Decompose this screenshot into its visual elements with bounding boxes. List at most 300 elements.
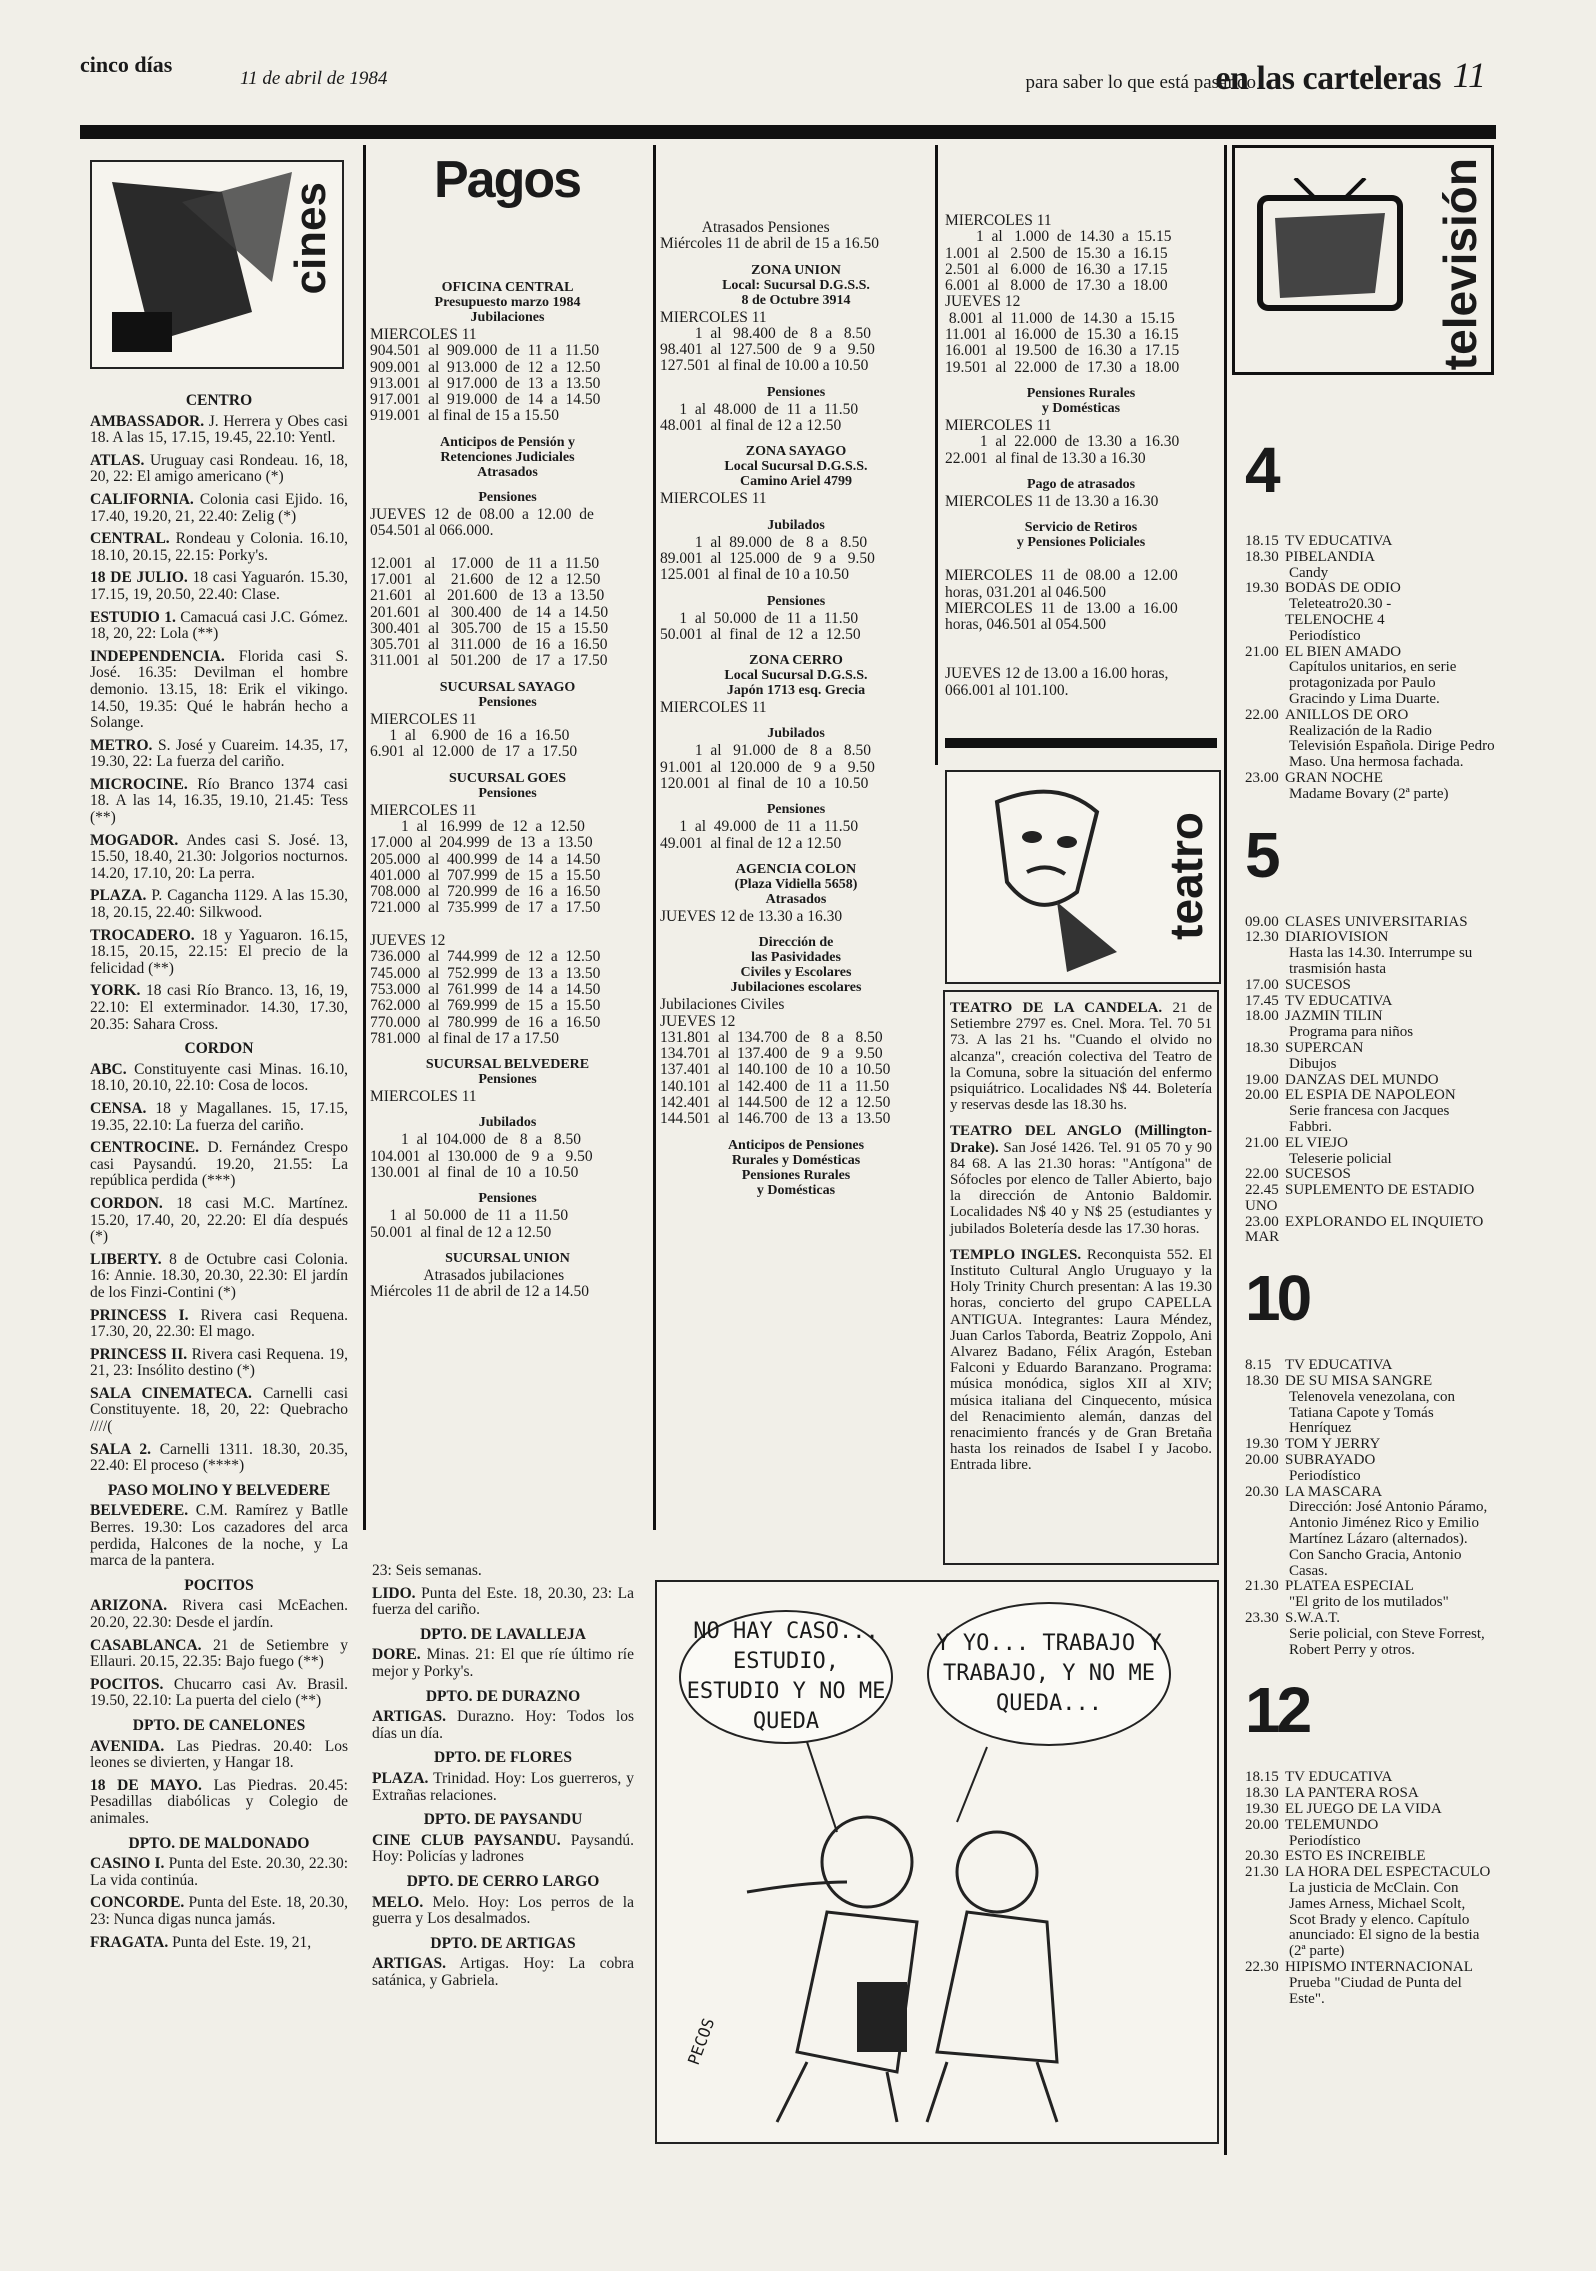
venue-name: ARIZONA.: [90, 1597, 168, 1615]
venue-details: Rondeau y Colonia. 16.10, 18.10, 20.15, 22.15: Porky's.: [90, 530, 349, 564]
payment-schedule: MIERCOLES 11 1 al 6.900 de 16 a 16.50 6.901 al 12.000 de 17 a 17.50: [370, 710, 578, 761]
tv-show: [1245, 534, 1495, 550]
tv-show: [1245, 708, 1495, 771]
tv-show: [1245, 1865, 1495, 1960]
venue-details: Las Piedras. 20.40: Los leones se divierten, y Hangar 18.: [90, 1737, 348, 1772]
tv-time: 19.30: [1245, 1436, 1279, 1453]
venue-details: Rivera casi Requena. 17.30, 20, 22.30: El mago.: [90, 1306, 348, 1341]
payment-section-heading: [945, 477, 1217, 492]
venue-details: Minas. 21: El que ríe último ríe mejor y Porky's.: [372, 1646, 634, 1680]
listing-group-title: DPTO. DE MALDONADO: [128, 1834, 310, 1852]
listing-item: [90, 1739, 348, 1772]
heading-line: Pensiones: [478, 785, 537, 801]
venue-details: Florida casi S. José. 16.35: Devilman el hombre demonio. 13.15, 18: Erik el vikingo. 14.50, 19.35: Qué le habrán hecho a Solange.: [90, 647, 348, 732]
payment-schedule: MIERCOLES 11: [370, 1088, 477, 1106]
tv-title: PIBELANDIA: [1285, 548, 1375, 565]
tv-time: 23.30: [1245, 1610, 1279, 1627]
tv-time: 20.30: [1245, 1848, 1279, 1865]
venue-name: POCITOS.: [90, 1675, 164, 1693]
venue-details: Río Branco 1374 casi 18. A las 14, 16.35, 19.10, 21.45: Tess (**): [90, 775, 348, 827]
venue-details: Chucarro casi Av. Brasil. 19.50, 22.10: La puerta del cielo (**): [90, 1675, 349, 1710]
tv-time: 22.00: [1245, 1166, 1279, 1183]
listing-item: [90, 1252, 348, 1302]
heading-line: Jubilados: [767, 726, 825, 742]
tv-show: [1245, 1167, 1495, 1183]
venue-details: 18 casi Yaguarón. 15.30, 17.15, 19, 20.50, 22.40: Clase.: [90, 569, 348, 603]
tv-time: 19.30: [1245, 1801, 1279, 1818]
tv-show: [1245, 1802, 1495, 1818]
heading-line: y Pensiones Policiales: [1016, 535, 1146, 551]
heading-line: Civiles y Escolares: [740, 965, 852, 981]
teatro-label: teatro: [1160, 812, 1212, 940]
tv-title: TV EDUCATIVA: [1285, 992, 1393, 1009]
venue-name: SALA 2.: [90, 1440, 151, 1458]
listing-item: [90, 1598, 348, 1631]
payment-schedule: Atrasados jubilaciones Miércoles 11 de abril de 12 a 14.50: [370, 1266, 589, 1301]
tv-description: Teleteatro20.30 -: [1289, 596, 1392, 613]
tv-time: 23.00: [1245, 1213, 1279, 1230]
cartoon-illustration: [655, 1580, 1219, 2144]
heading-line: Presupuesto marzo 1984: [434, 295, 581, 310]
heading-line: 8 de Octubre 3914: [741, 292, 851, 308]
heading-line: Pensiones: [766, 593, 826, 609]
tv-show: [1245, 581, 1495, 613]
venue-name: BELVEDERE.: [90, 1502, 189, 1520]
heading-line: ZONA CERRO: [749, 653, 843, 669]
tv-time: 18.00: [1245, 1008, 1279, 1025]
tv-show-line: [1245, 1802, 1495, 1818]
venue-name: MOGADOR.: [90, 831, 179, 849]
venue-name: ESTUDIO 1.: [90, 608, 176, 626]
theatre-mask-icon: [947, 772, 1147, 977]
tv-title: CLASES UNIVERSITARIAS: [1285, 913, 1468, 930]
venue-name: CALIFORNIA.: [90, 490, 194, 508]
listing-item: [90, 928, 348, 978]
tv-show: [1245, 1818, 1495, 1850]
listing-item: [90, 1442, 348, 1475]
tv-title: TV EDUCATIVA: [1285, 533, 1393, 549]
venue-name: ARTIGAS.: [372, 1955, 446, 1973]
payment-section-heading: [370, 490, 645, 505]
tv-time: 21.00: [1245, 643, 1279, 660]
tv-show: [1245, 771, 1495, 803]
venue-details: Punta del Este. 18, 20.30, 23: Nunca digas nunca jamás.: [90, 1894, 348, 1928]
venue-details: Paysandú. Hoy: Policías y ladrones: [372, 1831, 634, 1866]
venue-name: CASINO I.: [90, 1855, 165, 1873]
tv-show: [1245, 930, 1495, 977]
payment-schedule: JUEVES 12 de 13.30 a 16.30: [660, 907, 843, 925]
tv-show-line: [1245, 1167, 1495, 1183]
payment-schedule: 1 al 49.000 de 11 a 11.50 49.001 al final de 12 a 12.50: [660, 818, 859, 852]
theatre-name: TEATRO DE LA CANDELA.: [950, 1000, 1163, 1016]
tv-title: SUCESOS: [1285, 976, 1351, 993]
heading-line: Pensiones: [478, 1072, 537, 1088]
heading-line: Pensiones: [478, 489, 537, 505]
tv-show: [1245, 1088, 1495, 1135]
tv-time: 21.30: [1245, 1578, 1279, 1595]
venue-name: MELO.: [372, 1893, 424, 1911]
heading-line: Anticipos de Pensión y: [440, 434, 575, 450]
listing-item: [90, 1308, 348, 1341]
theatre-details: San José 1426. Tel. 91 05 70 y 90 84 68. A las 21.30 horas: "Antígona" de Sófocles por elenco de Taller Abierto, bajo la dirección de Antonio Baldomir. Localidades N$ 40 y N$ 25 (estudiantes y jubilados Boletería desde las 17.30 horas.: [950, 1139, 1212, 1237]
tv-show-line: [1245, 1611, 1495, 1627]
payment-section-heading: [660, 518, 932, 533]
venue-name: AMBASSADOR.: [90, 412, 205, 430]
venue-name: CENSA.: [90, 1099, 147, 1117]
tv-description: Periodístico: [1289, 627, 1361, 644]
tv-time: 21.30: [1245, 1864, 1279, 1881]
venue-name: FRAGATA.: [90, 1933, 169, 1951]
listing-item: [372, 1895, 634, 1928]
heading-line: Atrasados: [477, 464, 538, 480]
heading-line: (Plaza Vidiella 5658): [734, 876, 858, 892]
tv-title: DIARIOVISION: [1285, 929, 1389, 946]
listing-group-title: CENTRO: [185, 392, 253, 409]
television-icon: [1255, 178, 1415, 348]
cines-label: cines: [286, 182, 335, 295]
payment-section-heading: [660, 862, 932, 907]
payment-schedule: MIERCOLES 11 de 13.30 a 16.30: [945, 492, 1159, 510]
venue-name: CENTROCINE.: [90, 1139, 199, 1157]
payment-section-heading: [660, 444, 932, 489]
tv-time: 23.00: [1245, 769, 1279, 786]
tv-header-box: [1232, 145, 1494, 375]
tv-show: [1245, 1374, 1495, 1437]
tv-description: Periodístico: [1289, 1832, 1361, 1849]
tv-time: 8.15: [1245, 1357, 1272, 1374]
tv-description: Dibujos: [1289, 1055, 1337, 1072]
tv-time: 17.45: [1245, 992, 1279, 1009]
heading-line: Local Sucursal D.G.S.S.: [724, 668, 868, 684]
tv-show-line: [1245, 1453, 1495, 1469]
tv-show: [1245, 978, 1495, 994]
cines-illustration: [90, 160, 344, 369]
heading-line: OFICINA CENTRAL: [441, 280, 574, 295]
venue-details: Constituyente casi Minas. 16.10, 18.10, 20.10, 22.10: Cosa de locos.: [90, 1060, 348, 1095]
venue-name: ABC.: [90, 1060, 127, 1078]
tv-time: 19.30: [1245, 580, 1279, 597]
tv-show-line: [1245, 1009, 1495, 1025]
tv-show-line: [1245, 645, 1495, 661]
listing-item: [372, 1956, 634, 1989]
tv-time: 18.30: [1245, 1785, 1279, 1802]
column-divider: [1224, 145, 1227, 2155]
listing-item: [90, 1778, 348, 1828]
payment-section-heading: [370, 771, 645, 801]
heading-line: SUCURSAL GOES: [448, 770, 567, 786]
channel-number: 12: [1245, 1674, 1309, 1747]
teatro-box: [943, 990, 1219, 1565]
venue-details: Artigas. Hoy: La cobra satánica, y Gabriela.: [372, 1955, 634, 1989]
tv-show: [1245, 645, 1495, 708]
tv-time: 22.30: [1245, 1958, 1279, 1975]
venue-details: 18 casi Río Branco. 13, 16, 19, 22.10: El exterminador. 14.30, 17.30, 20.35: Sahara Cross.: [90, 982, 348, 1033]
listing-item: [90, 1503, 348, 1569]
heading-line: Japón 1713 esq. Grecia: [726, 683, 866, 699]
payment-schedule: MIERCOLES 11: [660, 699, 767, 717]
tv-show-line: [1245, 1215, 1495, 1247]
venue-name: 18 DE MAYO.: [90, 1776, 202, 1794]
tv-show: [1245, 994, 1495, 1010]
tv-show: [1245, 1453, 1495, 1485]
listing-group-title: PASO MOLINO Y BELVEDERE: [107, 1481, 331, 1499]
venue-name: PLAZA.: [372, 1769, 429, 1787]
payment-section-heading: [660, 802, 932, 817]
tv-title: TELEMUNDO: [1285, 1816, 1379, 1833]
tv-description: Madame Bovary (2ª parte): [1289, 785, 1449, 802]
payment-schedule: 1 al 50.000 de 11 a 11.50 50.001 al final de 12 a 12.50: [370, 1207, 569, 1241]
payment-section-heading: [370, 435, 645, 480]
tv-show-line: [1245, 534, 1495, 550]
tv-show: [1245, 1849, 1495, 1865]
payment-schedule: 1 al 91.000 de 8 a 8.50 91.001 al 120.000 de 9 a 9.50 120.001 al final de 10 a 10.50: [660, 742, 875, 793]
theatre-name: TEMPLO INGLES.: [950, 1246, 1082, 1263]
listing-item: [90, 1196, 348, 1246]
tv-show-line: [1245, 771, 1495, 787]
tv-title: EXPLORANDO EL INQUIETO MAR: [1245, 1213, 1484, 1246]
tv-show: [1245, 1437, 1495, 1453]
tv-show-line: [1245, 915, 1495, 931]
heading-line: Jubilaciones escolares: [730, 980, 862, 996]
page-header: [80, 50, 1486, 96]
heading-line: Jubilaciones: [470, 310, 545, 325]
payment-section-heading: [660, 385, 932, 400]
venue-name: INDEPENDENCIA.: [90, 647, 225, 665]
television-listings: [1245, 434, 1495, 2007]
tv-time: 17.00: [1245, 976, 1279, 993]
tv-time: 19.00: [1245, 1071, 1279, 1088]
cartoon-signature: PECOS: [683, 2015, 719, 2068]
tv-description: Programa para niños: [1289, 1024, 1414, 1041]
tagline: para saber lo que está pasando: [1025, 72, 1256, 93]
tv-title: ESTO ES INCREIBLE: [1285, 1848, 1426, 1865]
heading-line: Local: Sucursal D.G.S.S.: [722, 277, 870, 293]
payment-section-heading: [660, 935, 932, 995]
tv-time: 22.00: [1245, 706, 1279, 723]
payment-section-heading: [370, 1191, 645, 1206]
tv-show: [1245, 1770, 1495, 1786]
tv-show-line: [1245, 994, 1495, 1010]
payment-schedule: MIERCOLES 11 1 al 98.400 de 8 a 8.50 98.401 al 127.500 de 9 a 9.50 127.501 al final de 10.00 a 10.50: [660, 308, 875, 375]
heading-line: y Domésticas: [1041, 400, 1121, 416]
speech-bubble-left: NO HAY CASO... ESTUDIO, ESTUDIO Y NO ME QUEDA: [679, 1610, 893, 1744]
venue-details: Durazno. Hoy: Todos los días un día.: [372, 1708, 634, 1742]
tv-title: DE SU MISA SANGRE: [1285, 1373, 1433, 1390]
payment-schedule: Jubilaciones Civiles JUEVES 12 131.801 al 134.700 de 8 a 8.50 134.701 al 137.400 de 9 a 9.50 137.401 al 140.100 de 10 a 10.50 140.101 al 142.400 de 11 a 11.50 142.401 al 144.500 de 12 a 12.50 144.501 al 146.700 de 13 a 13.50: [660, 996, 891, 1128]
payment-schedule: 1 al 48.000 de 11 a 11.50 48.001 al final de 12 a 12.50: [660, 400, 859, 435]
heading-line: Anticipos de Pensiones: [727, 1137, 865, 1153]
tv-title: GRAN NOCHE: [1285, 769, 1383, 786]
venue-details: Melo. Hoy: Los perros de la guerra y Los desalmados.: [372, 1893, 634, 1928]
tv-show-line: [1245, 550, 1495, 566]
venue-details: Camacuá casi J.C. Gómez. 18, 20, 22: Lola (**): [90, 608, 349, 643]
listing-item: [372, 1771, 634, 1804]
tv-show: [1245, 1183, 1495, 1215]
tv-time: 18.30: [1245, 1373, 1279, 1390]
tv-show-line: [1245, 1786, 1495, 1802]
heading-line: Pensiones: [478, 694, 537, 710]
tv-show-line: [1245, 1849, 1495, 1865]
listing-item: [90, 649, 348, 732]
channel-number: 4: [1245, 434, 1277, 506]
payment-section-heading: [370, 1057, 645, 1087]
venue-details: 18 y Yaguaron. 16.15, 18.15, 20.15, 22.15: El precio de la felicidad (**): [90, 926, 348, 977]
tv-show: [1245, 1136, 1495, 1168]
tv-show: [1245, 550, 1495, 582]
payment-schedule: MIERCOLES 11 de 08.00 a 12.00 horas, 031.201 al 046.500 MIERCOLES 11 de 13.00 a 16.00 horas, 046.501 al 054.500 JUEVES 12 de 13.00 a 16.00 horas, 066.001 al 101.100.: [945, 567, 1178, 699]
venue-details: Punta del Este. 19, 21,: [172, 1933, 312, 1951]
payment-schedule: 1 al 50.000 de 11 a 11.50 50.001 al final de 12 a 12.50: [660, 609, 861, 643]
tv-show-line: [1245, 1770, 1495, 1786]
listing-item: [90, 414, 348, 447]
venue-details: Carnelli 1311. 18.30, 20.35, 22.40: El proceso (****): [90, 1440, 348, 1475]
venue-name: CONCORDE.: [90, 1894, 185, 1912]
venue-details: Carnelli casi Constituyente. 18, 20, 22: Quebracho ////(: [90, 1384, 348, 1436]
listing-group-title: DPTO. DE CERRO LARGO: [406, 1872, 600, 1890]
venue-details: Andes casi S. José. 13, 15.50, 18.40, 21.30: Jolgorios nocturnos. 14.20, 17.10, 20: La perra.: [90, 831, 348, 882]
page-number: 11: [1452, 55, 1486, 95]
tv-description: La justicia de McClain. Con James Arness, Michael Scolt, Scot Brady y elenco. Capítulo anunciado: El signo de la bestia (2ª parte): [1289, 1880, 1480, 1960]
tv-title: DANZAS DEL MUNDO: [1285, 1071, 1439, 1088]
venue-name: METRO.: [90, 736, 153, 754]
issue-date: 11 de abril de 1984: [240, 68, 388, 89]
tv-title: SUPLEMENTO DE ESTADIO UNO: [1245, 1182, 1475, 1214]
payment-section-heading: [945, 386, 1217, 416]
heading-line: Pensiones Rurales: [741, 1167, 851, 1183]
tv-title: ANILLOS DE ORO: [1285, 706, 1409, 723]
venue-details: S. José y Cuareim. 14.35, 17, 19.30, 22: La fuerza del cariño.: [90, 736, 349, 771]
venue-name: CINE CLUB PAYSANDU.: [372, 1831, 561, 1849]
venue-name: AVENIDA.: [90, 1737, 165, 1755]
tv-show: [1245, 915, 1495, 931]
theatre-details: 21 de Setiembre 2797 es. Cnel. Mora. Tel. 70 51 73. A las 21 hs. "Cuando el olvido no alcanza", creación colectiva del Teatro de la Comuna, sobre la situación del enfermo psiquiátrico. Localidades N$ 44. Boletería y reservas desde las 18.30 hs.: [950, 1000, 1212, 1114]
payment-schedule: 1 al 89.000 de 8 a 8.50 89.001 al 125.000 de 9 a 9.50 125.001 al final de 10 a 10.50: [660, 533, 875, 584]
tv-title: EL JUEGO DE LA VIDA: [1285, 1801, 1442, 1818]
tv-show: [1245, 1960, 1495, 2007]
venue-name: PLAZA.: [90, 887, 147, 905]
heading-line: Jubilados: [478, 1115, 537, 1131]
listing-group-title: CORDON: [184, 1040, 254, 1058]
tv-time: 18.15: [1245, 533, 1279, 549]
speech-bubble-right: Y YO... TRABAJO Y TRABAJO, Y NO ME QUEDA...: [927, 1602, 1171, 1746]
listing-item: [90, 1935, 348, 1952]
tv-show-line: [1245, 1073, 1495, 1089]
listing-group-title: DPTO. DE ARTIGAS: [430, 1934, 576, 1952]
tv-show-line: [1245, 1865, 1495, 1881]
tv-show-line: [1245, 1437, 1495, 1453]
venue-name: ATLAS.: [90, 451, 145, 469]
tv-time: 21.00: [1245, 1134, 1279, 1151]
tv-description: Serie francesa con Jacques Fabbri.: [1289, 1103, 1450, 1135]
venue-name: CENTRAL.: [90, 530, 170, 548]
payment-section-heading: [945, 520, 1217, 550]
payment-section-heading: [370, 1115, 645, 1130]
heading-line: SUCURSAL BELVEDERE: [425, 1057, 590, 1073]
heading-line: y Domésticas: [756, 1182, 836, 1198]
listing-group-title: DPTO. DE DURAZNO: [425, 1687, 581, 1705]
column-divider: [935, 145, 938, 765]
tv-time: 18.15: [1245, 1769, 1279, 1786]
cines-listings: [90, 385, 348, 1957]
pagos-column-1: [370, 270, 645, 1300]
tv-show-line: [1245, 1358, 1495, 1374]
tv-description: Dirección: José Antonio Páramo, Antonio Jiménez Rico y Emilio Martínez Lázaro (alternados). Con Sancho Gracia, Antonio Casas.: [1289, 1499, 1488, 1579]
listing-group-title: DPTO. DE FLORES: [434, 1749, 572, 1767]
tv-show-line: [1245, 1818, 1495, 1834]
tv-time: 09.00: [1245, 913, 1279, 930]
tv-show-line: [1245, 930, 1495, 946]
venue-name: CASABLANCA.: [90, 1636, 202, 1654]
listing-group-title: DPTO. DE LAVALLEJA: [420, 1625, 586, 1643]
listing-item: [90, 1895, 348, 1928]
tv-title: TV EDUCATIVA: [1285, 1769, 1393, 1786]
tv-title: HIPISMO INTERNACIONAL: [1285, 1958, 1473, 1975]
listing-item: [90, 1101, 348, 1134]
heading-line: Dirección de: [758, 935, 834, 951]
heading-line: Retenciones Judiciales: [440, 449, 575, 465]
payment-section-heading: [660, 1138, 932, 1198]
tv-description: Realización de la Radio Televisión Española. Dirige Pedro Maso. Una hermosa fachada.: [1289, 722, 1495, 771]
tv-show: [1245, 1041, 1495, 1073]
pagos-column-3: [945, 213, 1217, 699]
listing-item: [90, 1062, 348, 1095]
heading-line: Servicio de Retiros: [1024, 520, 1138, 536]
tv-show-line: [1245, 1183, 1495, 1215]
tv-show-line: [1245, 1041, 1495, 1057]
listing-item: [90, 570, 348, 603]
listing-item: [90, 1386, 348, 1436]
venue-details: C.M. Ramírez y Batlle Berres. 19.30: Los cazadores del arca perdida, Halcones de la noche, y La marca de la pantera.: [90, 1502, 349, 1570]
payment-schedule: MIERCOLES 11 904.501 al 909.000 de 11 a 11.50 909.001 al 913.000 de 12 a 12.50 913.001 al 917.000 de 13 a 13.50 917.001 al 919.000 de 14 a 14.50 919.001 al final de 15 a 15.50: [370, 326, 601, 425]
tv-title: EL VIEJO: [1285, 1134, 1348, 1151]
listing-item: [90, 1140, 348, 1190]
tv-title: PLATEA ESPECIAL: [1285, 1578, 1414, 1595]
tv-title: SUPERCAN: [1285, 1039, 1364, 1056]
tv-time: 20.00: [1245, 1816, 1279, 1833]
payment-schedule: MIERCOLES 11 1 al 1.000 de 14.30 a 15.15 1.001 al 2.500 de 15.30 a 16.15 2.501 al 6.000 de 16.30 a 17.15 6.001 al 8.000 de 17.30 a 18.00 JUEVES 12 8.001 al 11.000 de 14.30 a 15.15 11.001 al 16.000 de 15.30 a 16.15 16.001 al 19.500 de 16.30 a 17.15 19.501 al 22.000 de 17.30 a 18.00: [945, 212, 1180, 376]
tv-time: 20.00: [1245, 1452, 1279, 1469]
venue-details: Rivera casi Requena. 19, 21, 23: Insólito destino (*): [90, 1345, 348, 1380]
tv-title: SUBRAYADO: [1285, 1452, 1376, 1469]
venue-name: DORE.: [372, 1646, 421, 1664]
payment-schedule: JUEVES 12 de 08.00 a 12.00 de 054.501 al 066.000. 12.001 al 17.000 de 11 a 11.50 17.001 al 21.600 de 12 a 12.50 21.601 al 201.600 de 13 a 13.50 201.601 al 300.400 de 14 a 14.50 300.401 al 305.700 de 15 a 15.50 305.701 al 311.000 de 16 a 16.50 311.001 al 501.200 de 17 a 17.50: [370, 505, 609, 670]
heading-line: ZONA UNION: [751, 262, 841, 278]
listing-item: [372, 1647, 634, 1680]
venue-details: 21 de Setiembre y Ellauri. 20.15, 22.35: Bajo fuego (**): [90, 1636, 348, 1671]
tv-show: [1245, 1215, 1495, 1247]
tv-show-line: [1245, 708, 1495, 724]
venue-details: P. Cagancha 1129. A las 15.30, 18, 20.15, 22.40: Silkwood.: [90, 887, 349, 922]
tv-time: 12.30: [1245, 929, 1279, 946]
venue-details: Las Piedras. 20.45: Pesadillas diabólicas y Colegio de animales.: [90, 1776, 348, 1827]
venue-name: SALA CINEMATECA.: [90, 1384, 252, 1402]
payment-section-heading: [660, 263, 932, 308]
tv-show-line: [1245, 1485, 1495, 1501]
teatro-illustration: [945, 770, 1221, 984]
teatro-rule: [945, 738, 1217, 748]
cartoon-figures-icon: [657, 1582, 1217, 2142]
tv-description: Teleserie policial: [1289, 1150, 1392, 1167]
payment-section-heading: [660, 594, 932, 609]
venue-details: J. Herrera y Obes casi 18. A las 15, 17.15, 19.45, 22.10: Yentl.: [90, 412, 348, 447]
tv-title: TELENOCHE 4: [1285, 611, 1385, 628]
pagos-column-2: [660, 220, 932, 1200]
venue-details: Trinidad. Hoy: Los guerreros, y Extrañas relaciones.: [372, 1769, 634, 1804]
tv-show-line: [1245, 613, 1495, 629]
tv-show-line: [1245, 978, 1495, 994]
listing-group-title: DPTO. DE CANELONES: [132, 1716, 306, 1734]
venue-name: 18 DE JULIO.: [90, 569, 188, 587]
